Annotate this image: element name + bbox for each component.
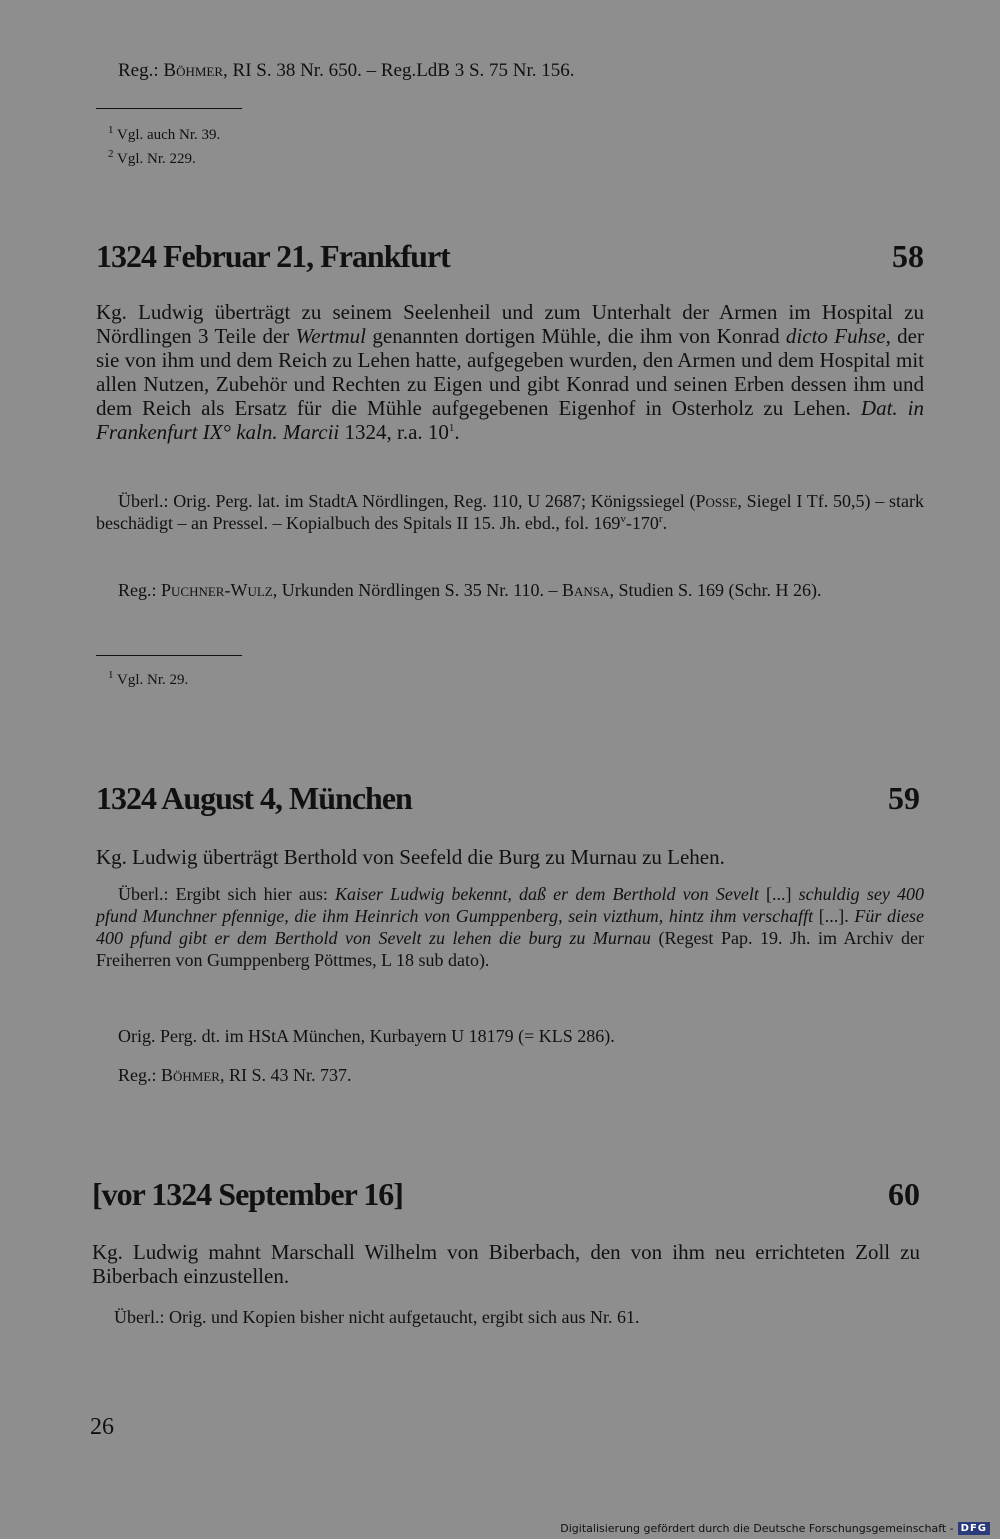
text: 1324, r.a. 10 <box>339 420 449 444</box>
entry-heading-59: 1324 August 4, München <box>96 780 412 816</box>
footnote-text: Vgl. Nr. 29. <box>116 672 189 688</box>
entry-number-60: 60 <box>888 1176 920 1212</box>
author: Bansa <box>562 580 610 600</box>
footnote-58-1: $^1$ Vgl. Nr. 29. <box>108 669 189 688</box>
text: . <box>662 513 668 533</box>
author: Posse <box>695 491 738 511</box>
regest-59 <box>96 1064 924 1086</box>
top-footnote-2: $^2$ Vgl. Nr. 229. <box>108 148 196 167</box>
entry-text-58 <box>96 300 924 444</box>
text: Überl.: Orig. Perg. lat. im StadtA Nördlingen, Reg. 110, U 2687; Königssiegel ( <box>118 491 696 511</box>
text: , Siegel I Tf. 50,5) – stark beschädigt – an Pressel. – Kopialbuch des Spitals II 15. Jh. ebd., fol. 169 <box>96 491 924 533</box>
entry-number-59: 59 <box>888 780 920 816</box>
footnote-text: Vgl. auch Nr. 39. <box>116 127 221 143</box>
text: Überl.: Orig. und Kopien bisher nicht aufgetaucht, ergibt sich aus Nr. 61. <box>114 1307 640 1327</box>
entry-heading-60: [vor 1324 September 16] <box>92 1176 403 1212</box>
text-italic: Dat. in Frankenfurt IX° kaln. Marcii <box>96 396 924 444</box>
text: , Studien S. 169 (Schr. H 26). <box>609 580 822 600</box>
original-59 <box>96 1025 924 1047</box>
entry-text-59: Kg. Ludwig überträgt Berthold von Seefeld die Burg zu Murnau zu Lehen. <box>96 845 725 869</box>
text: . <box>454 420 460 444</box>
footnote-rule <box>96 655 242 656</box>
text: genannten dortigen Mühle, die ihm von Konrad <box>366 324 786 348</box>
footer-text: Digitalisierung gefördert durch die Deutsche Forschungsgemeinschaft - <box>560 1522 954 1535</box>
author: Puchner-Wulz <box>161 580 273 600</box>
text-italic: dicto Fuhse <box>785 324 886 348</box>
text: , RI S. 43 Nr. 737. <box>219 1065 352 1085</box>
entry-text-60: Kg. Ludwig mahnt Marschall Wilhelm von Biberbach, den von ihm neu errichteten Zoll zu Biberbach einzustellen. <box>92 1240 920 1288</box>
text: (Regest Pap. 19. Jh. im Archiv der Freiherren von Gumppenberg Pöttmes, L 18 sub dato). <box>96 928 924 970</box>
text-italic: Kaiser Ludwig bekennt, daß er dem Berthold von Sevelt <box>335 884 759 904</box>
uberlieferung-60 <box>92 1306 920 1328</box>
text-italic: Wertmul <box>295 324 367 348</box>
sup: r <box>658 513 663 525</box>
dfg-logo: DFG <box>958 1522 990 1535</box>
text: Kg. Ludwig überträgt zu seinem Seelenheil und zum Unterhalt der Armen im Hospital zu Nördlingen 3 Teile der <box>96 300 924 348</box>
reg-author: Böhmer <box>163 60 224 81</box>
top-regest <box>118 60 918 82</box>
entry-heading-58: 1324 Februar 21, Frankfurt <box>96 238 450 274</box>
reg-rest: , RI S. 38 Nr. 650. – Reg.LdB 3 S. 75 Nr. 156. <box>223 60 575 81</box>
regest-58 <box>96 579 924 601</box>
text-italic: schuldig sey 400 pfund Munchner pfennige, die ihm Heinrich von Gumppenberg, sein vizthum, hintz ihm verschafft <box>96 884 924 926</box>
text: [...] <box>758 884 799 904</box>
text: , der sie von ihm und dem Reich zu Lehen hatte, aufgegeben wurden, den Armen und dem Hospital mit allen Nutzen, Zubehör und Rechten zu Eigen und gibt Konrad und seinen Erben dessen ihm und dem Reich als Ersatz für die Mühle aufgegebenen Eigenhof in Osterholz zu Lehen. <box>96 324 924 420</box>
footer-credit <box>560 1522 990 1535</box>
sup: v <box>620 513 626 525</box>
text: Überl.: Ergibt sich hier aus: <box>118 884 335 904</box>
text: [...]. <box>813 906 855 926</box>
text: Orig. Perg. dt. im HStA München, Kurbayern U 18179 (= KLS 286). <box>118 1026 615 1046</box>
uberlieferung-59 <box>96 883 924 971</box>
text: Reg.: <box>118 1065 161 1085</box>
footnote-rule <box>96 108 242 109</box>
footnote-ref: 1 <box>448 422 455 434</box>
reg-label: Reg.: <box>118 60 159 81</box>
text: -170 <box>625 513 659 533</box>
uberlieferung-58 <box>96 490 924 534</box>
page-number: 26 <box>90 1414 114 1440</box>
entry-number-58: 58 <box>892 238 924 274</box>
footnote-text: Vgl. Nr. 229. <box>116 151 196 167</box>
text-italic: Für diese 400 pfund gibt er dem Berthold von Sevelt zu lehen die burg zu Murnau <box>96 906 924 948</box>
author: Böhmer <box>161 1065 220 1085</box>
text: Reg.: <box>118 580 161 600</box>
text: , Urkunden Nördlingen S. 35 Nr. 110. – <box>272 580 563 600</box>
top-footnote-1: $^1$ Vgl. auch Nr. 39. <box>108 124 221 143</box>
